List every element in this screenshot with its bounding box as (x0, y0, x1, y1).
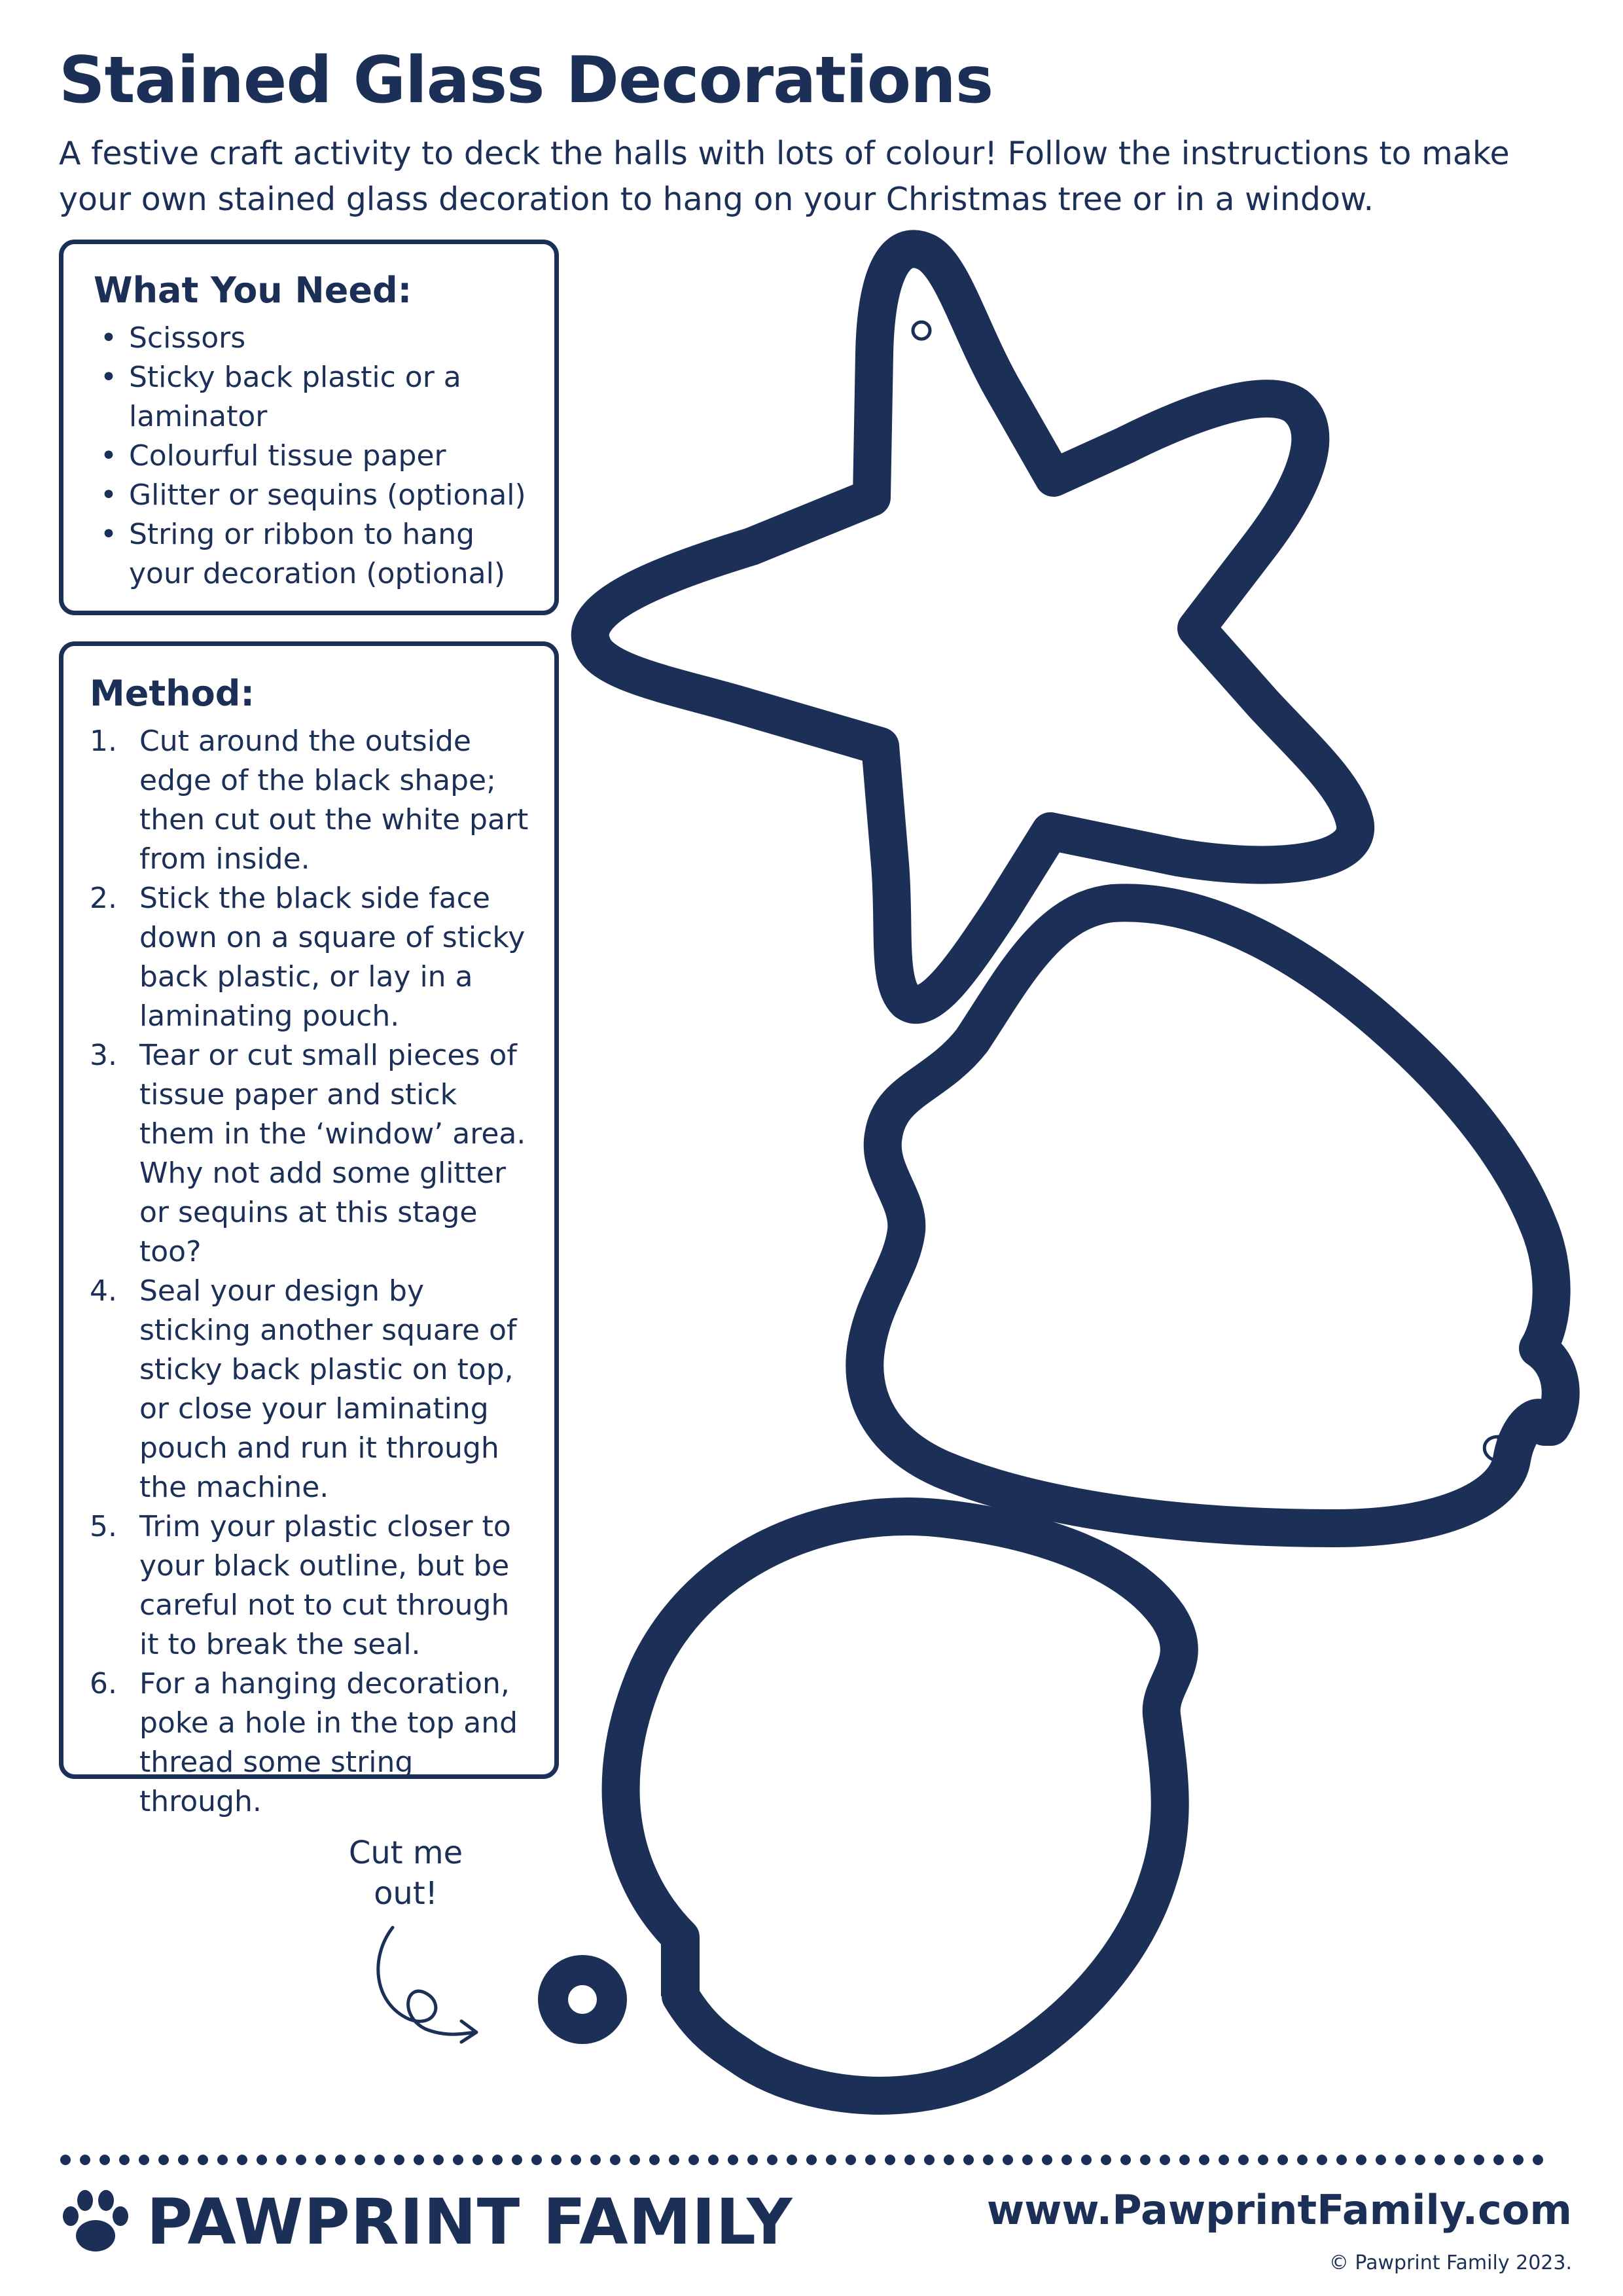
step-text: Trim your plastic closer to your black outline, but be careful not to cut through it to break the seal. (139, 1510, 511, 1661)
needs-item: • Sticky back plastic or a laminator (94, 358, 535, 437)
curly-arrow-icon (378, 1928, 476, 2042)
bauble-cap (661, 1937, 681, 1996)
cut-note-line: out! (374, 1875, 438, 1912)
copyright-text: © Pawprint Family 2023. (1329, 2251, 1572, 2274)
bauble-hang-hole (568, 1985, 597, 2014)
step-number: 2. (90, 882, 117, 915)
needs-item: • String or ribbon to hang your decoration (optional) (94, 515, 535, 594)
star-hang-hole (913, 322, 930, 339)
step-number: 5. (90, 1510, 117, 1543)
star-outline[interactable] (590, 249, 1355, 1004)
intro-text: A festive craft activity to deck the halls with lots of colour! Follow the instructions to make your own stained glass decoration to hang on your Christmas tree or in a window. (59, 135, 1510, 218)
bell-outline[interactable] (865, 903, 1560, 1528)
step-text: Seal your design by sticking another square of sticky back plastic on top, or close your laminating pouch and run it through the machine. (139, 1274, 517, 1504)
cut-me-out-note (327, 1833, 484, 1914)
step-number: 4. (90, 1274, 117, 1308)
what-you-need-heading: What You Need: (94, 270, 412, 311)
page-title: Stained Glass Decorations (59, 43, 993, 118)
brand-name: PAWPRINT FAMILY (147, 2185, 793, 2259)
step-text: Stick the black side face down on a square of sticky back plastic, or lay in a laminating pouch. (139, 882, 526, 1033)
website-link[interactable]: www.PawprintFamily.com (986, 2186, 1572, 2234)
paw-print-icon (59, 2186, 131, 2258)
needs-item: • Glitter or sequins (optional) (94, 476, 535, 515)
footer-dotted-divider (59, 2153, 1564, 2166)
cut-note-line: Cut me (348, 1835, 463, 1871)
method-heading: Method: (90, 673, 255, 714)
needs-item: • Scissors (94, 319, 535, 358)
brand-logo (59, 2179, 793, 2265)
bauble-outline[interactable] (538, 1516, 1179, 2096)
step-text: For a hanging decoration, poke a hole in the top and thread some string through. (139, 1667, 518, 1818)
needs-item: • Colourful tissue paper (94, 437, 535, 476)
step-number: 1. (90, 725, 117, 758)
step-text: Cut around the outside edge of the black shape; then cut out the white part from inside. (139, 725, 529, 876)
step-number: 3. (90, 1039, 117, 1072)
step-text: Tear or cut small pieces of tissue paper and stick them in the ‘window’ area. Why not add some glitter or sequins at this stage too? (139, 1039, 526, 1268)
step-number: 6. (90, 1667, 117, 1700)
